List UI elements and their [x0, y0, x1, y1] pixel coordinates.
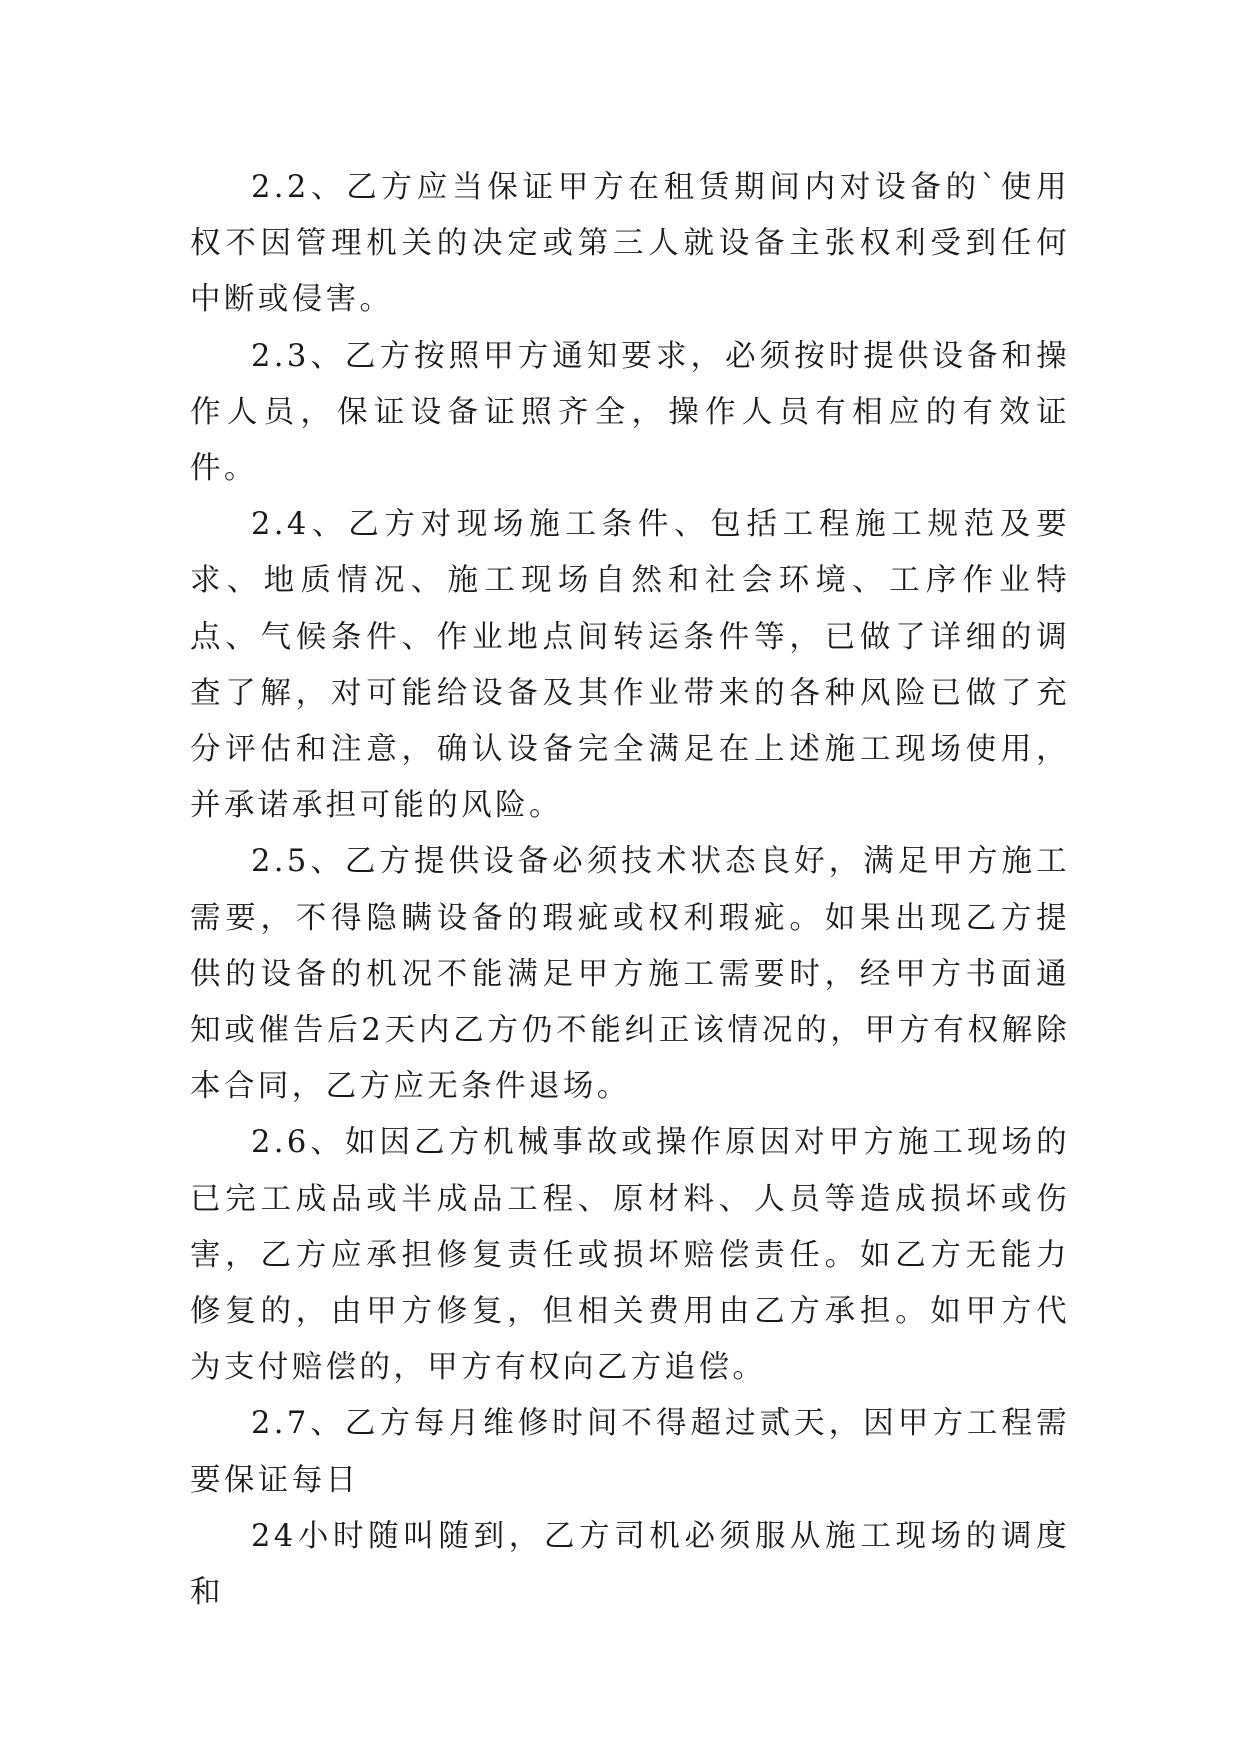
clause-2-4: 2.4、乙方对现场施工条件、包括工程施工规范及要求、地质情况、施工现场自然和社会环境、工序作业特点、气候条件、作业地点间转运条件等，已做了详细的调查了解，对可能给设备及其作业带来的各种风险已做了充分评估和注意，确认设备完全满足在上述施工现场使用，并承诺承担可能的风险。: [190, 507, 1070, 824]
clause-2-5: 2.5、乙方提供设备必须技术状态良好，满足甲方施工需要，不得隐瞒设备的瑕疵或权利瑕疵。如果出现乙方提供的设备的机况不能满足甲方施工需要时，经甲方书面通知或催告后2天内乙方仍不能纠正该情况的，甲方有权解除本合同，乙方应无条件退场。: [190, 844, 1070, 1105]
clause-2-6: 2.6、如因乙方机械事故或操作原因对甲方施工现场的已完工成品或半成品工程、原材料、人员等造成损坏或伤害，乙方应承担修复责任或损坏赔偿责任。如乙方无能力修复的，由甲方修复，但相关费用由乙方承担。如甲方代为支付赔偿的，甲方有权向乙方追偿。: [190, 1125, 1070, 1386]
clause-2-3: 2.3、乙方按照甲方通知要求，必须按时提供设备和操作人员，保证设备证照齐全，操作人员有相应的有效证件。: [190, 338, 1070, 487]
clause-2-2: 2.2、乙方应当保证甲方在租赁期间内对设备的`使用权不因管理机关的决定或第三人就设备主张权利受到任何中断或侵害。: [190, 170, 1070, 318]
clause-2-7: 2.7、乙方每月维修时间不得超过贰天，因甲方工程需要保证每日: [190, 1406, 1070, 1498]
clause-2-7-continuation: 24小时随叫随到，乙方司机必须服从施工现场的调度和: [190, 1518, 1070, 1611]
document-body: [190, 160, 1070, 1621]
